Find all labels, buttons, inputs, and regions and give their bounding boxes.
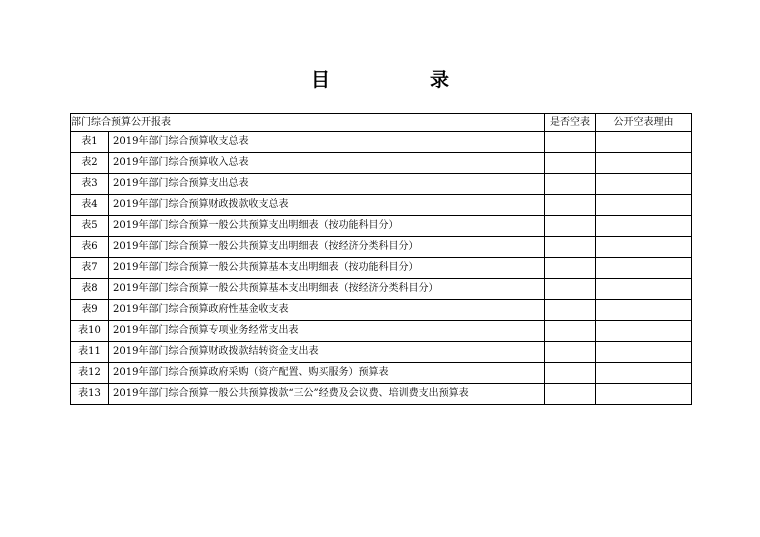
row-table-number: 表5 — [71, 216, 109, 237]
row-table-name: 2019年部门综合预算政府采购（资产配置、购买服务）预算表 — [109, 363, 545, 384]
toc-table — [70, 113, 692, 405]
row-table-number: 表7 — [71, 258, 109, 279]
row-is-empty-cell — [545, 153, 596, 174]
row-table-number: 表12 — [71, 363, 109, 384]
table-row — [71, 237, 692, 258]
row-table-number: 表10 — [71, 321, 109, 342]
title-char-2: 录 — [430, 69, 450, 91]
row-reason-cell — [596, 153, 692, 174]
row-table-name: 2019年部门综合预算一般公共预算拨款“三公”经费及会议费、培训费支出预算表 — [109, 384, 545, 405]
table-row — [71, 174, 692, 195]
table-row — [71, 342, 692, 363]
table-row — [71, 153, 692, 174]
row-table-name: 2019年部门综合预算财政拨款结转资金支出表 — [109, 342, 545, 363]
row-table-name: 2019年部门综合预算一般公共预算基本支出明细表（按经济分类科目分） — [109, 279, 545, 300]
table-row — [71, 300, 692, 321]
row-table-number: 表11 — [71, 342, 109, 363]
table-row — [71, 363, 692, 384]
row-reason-cell — [596, 237, 692, 258]
row-reason-cell — [596, 195, 692, 216]
row-table-name: 2019年部门综合预算收支总表 — [109, 132, 545, 153]
row-table-number: 表3 — [71, 174, 109, 195]
row-reason-cell — [596, 216, 692, 237]
table-row — [71, 216, 692, 237]
row-table-name: 2019年部门综合预算政府性基金收支表 — [109, 300, 545, 321]
table-row — [71, 195, 692, 216]
row-is-empty-cell — [545, 195, 596, 216]
header-is-empty: 是否空表 — [545, 114, 596, 132]
row-is-empty-cell — [545, 321, 596, 342]
page-title — [0, 66, 760, 94]
row-reason-cell — [596, 342, 692, 363]
row-reason-cell — [596, 279, 692, 300]
row-is-empty-cell — [545, 300, 596, 321]
table-header-row — [71, 114, 692, 132]
row-reason-cell — [596, 132, 692, 153]
row-reason-cell — [596, 300, 692, 321]
row-table-number: 表2 — [71, 153, 109, 174]
row-table-name: 2019年部门综合预算一般公共预算支出明细表（按经济分类科目分） — [109, 237, 545, 258]
row-table-number: 表4 — [71, 195, 109, 216]
row-is-empty-cell — [545, 384, 596, 405]
row-table-number: 表13 — [71, 384, 109, 405]
header-reason: 公开空表理由 — [596, 114, 692, 132]
row-reason-cell — [596, 384, 692, 405]
title-char-1: 目 — [311, 69, 331, 91]
header-report-name: 部门综合预算公开报表 — [71, 114, 545, 132]
row-reason-cell — [596, 321, 692, 342]
row-is-empty-cell — [545, 132, 596, 153]
row-table-name: 2019年部门综合预算一般公共预算基本支出明细表（按功能科目分） — [109, 258, 545, 279]
table-row — [71, 279, 692, 300]
row-table-name: 2019年部门综合预算专项业务经常支出表 — [109, 321, 545, 342]
row-is-empty-cell — [545, 363, 596, 384]
row-reason-cell — [596, 258, 692, 279]
row-table-number: 表9 — [71, 300, 109, 321]
table-row — [71, 258, 692, 279]
row-table-name: 2019年部门综合预算财政拨款收支总表 — [109, 195, 545, 216]
row-table-name: 2019年部门综合预算收入总表 — [109, 153, 545, 174]
row-is-empty-cell — [545, 174, 596, 195]
row-table-number: 表6 — [71, 237, 109, 258]
row-reason-cell — [596, 174, 692, 195]
row-reason-cell — [596, 363, 692, 384]
row-table-number: 表1 — [71, 132, 109, 153]
row-table-name: 2019年部门综合预算一般公共预算支出明细表（按功能科目分） — [109, 216, 545, 237]
table-body — [71, 132, 692, 405]
row-is-empty-cell — [545, 216, 596, 237]
row-table-name: 2019年部门综合预算支出总表 — [109, 174, 545, 195]
row-is-empty-cell — [545, 342, 596, 363]
row-table-number: 表8 — [71, 279, 109, 300]
row-is-empty-cell — [545, 279, 596, 300]
table-row — [71, 132, 692, 153]
row-is-empty-cell — [545, 237, 596, 258]
table-row — [71, 321, 692, 342]
row-is-empty-cell — [545, 258, 596, 279]
table-row — [71, 384, 692, 405]
